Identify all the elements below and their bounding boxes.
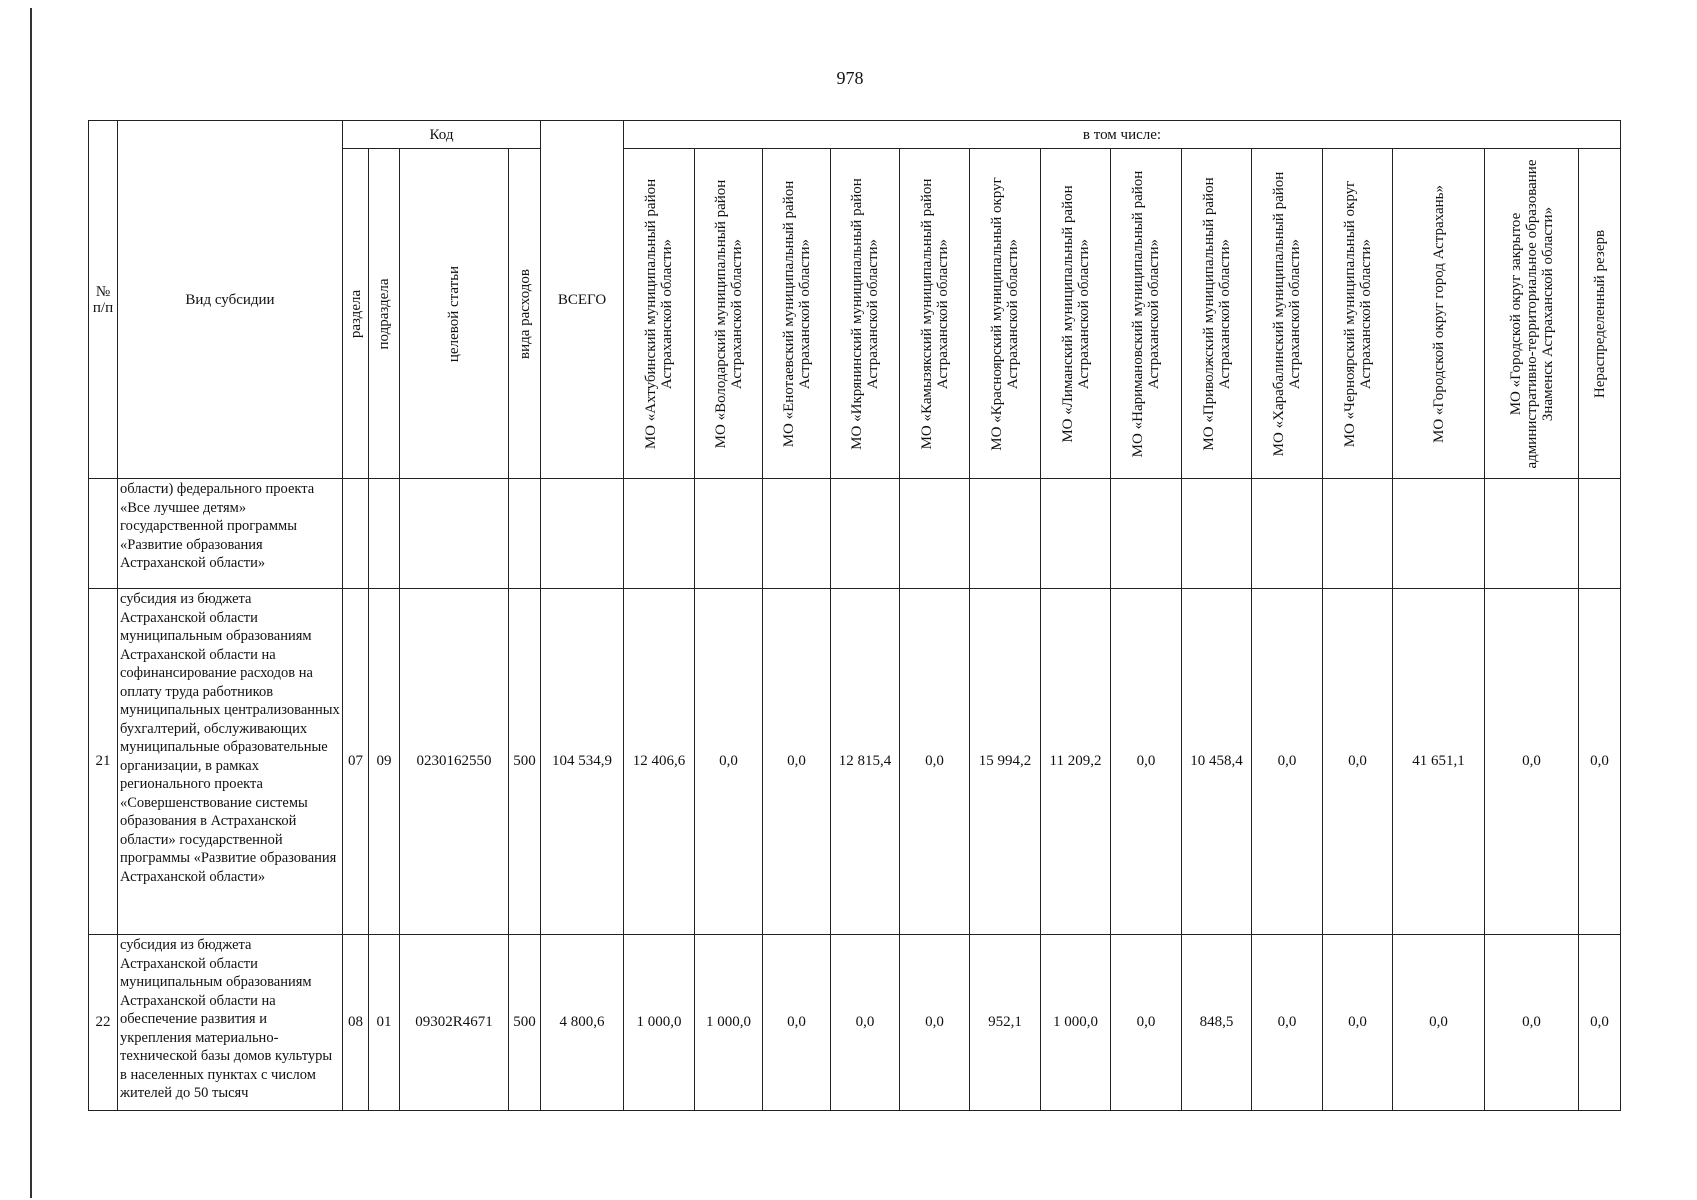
row-value: 1 000,0: [1053, 1014, 1098, 1030]
row-value: 0,0: [719, 753, 738, 769]
page-number: 978: [836, 68, 864, 88]
municipality-label: МО «Городской округ город Астрахань»: [1430, 184, 1447, 443]
row-value-cell: [1040, 478, 1111, 589]
row-value: 0,0: [1590, 1014, 1609, 1030]
row-value-cell: [1578, 934, 1621, 1111]
row-value-cell: [1251, 588, 1323, 935]
header-municipality: [1392, 148, 1485, 479]
municipality-label: МО «Харабалинский муниципальный район Астраханской области»: [1271, 171, 1303, 456]
header-municipality: [1322, 148, 1393, 479]
municipality-label: МО «Володарский муниципальный район Астраханской области»: [712, 179, 745, 448]
header-municipality: [1110, 148, 1182, 479]
row-value-cell: [694, 588, 763, 935]
row-exptype: [508, 934, 541, 1111]
row-value-cell: [1181, 478, 1252, 589]
row-value-cell: [1484, 588, 1579, 935]
row-target: [399, 478, 509, 589]
row-value-cell: [762, 588, 831, 935]
row-value-cell: [1110, 934, 1182, 1111]
row-value: 10 458,4: [1190, 753, 1243, 769]
header-section-label: раздела: [347, 289, 364, 338]
row-value-cell: [1392, 588, 1485, 935]
row-value-cell: [899, 934, 970, 1111]
row-value-cell: [694, 934, 763, 1111]
row-value: 0,0: [925, 1014, 944, 1030]
row-num-value: 21: [95, 753, 111, 769]
header-municipality: [623, 148, 695, 479]
row-value-cell: [762, 934, 831, 1111]
row-value-cell: [899, 588, 970, 935]
row-value-cell: [969, 588, 1041, 935]
municipality-label: МО «Приволжский муниципальный район Астраханской области»: [1200, 176, 1233, 451]
header-subsection-label: подраздела: [376, 278, 392, 349]
municipality-label: МО «Красноярский муниципальный округ Астраханской области»: [989, 176, 1021, 451]
row-value: 952,1: [988, 1014, 1022, 1030]
row-subsection: [368, 588, 400, 935]
header-municipality: [1040, 148, 1111, 479]
row-total: [540, 934, 624, 1111]
row-target-value: 0230162550: [416, 753, 492, 769]
row-value: 0,0: [1136, 1014, 1156, 1030]
row-value: 0,0: [1277, 1014, 1297, 1030]
header-municipality: [1181, 148, 1252, 479]
row-section-value: 08: [348, 1014, 363, 1030]
row-total: [540, 588, 624, 935]
header-exptype-label: вида расходов: [516, 268, 533, 359]
row-target: [399, 588, 509, 935]
header-num-label: № п/п: [92, 283, 114, 316]
row-value-cell: [830, 588, 900, 935]
row-subsection-value: 09: [376, 753, 392, 769]
row-description: [117, 934, 343, 1111]
municipality-label: МО «Ахтубинский муниципальный район Астраханской области»: [643, 178, 675, 449]
row-description-text: области) федерального проекта «Все лучшее детям» государственной программы «Развитие образования Астраханской области»: [120, 481, 315, 571]
municipality-label: МО «Наримановский муниципальный район Астраханской области»: [1130, 170, 1162, 457]
row-value-cell: [830, 934, 900, 1111]
row-value-cell: [1392, 478, 1485, 589]
header-including-label: в том числе:: [1082, 126, 1162, 143]
row-value-cell: [1040, 588, 1111, 935]
header-municipality: [694, 148, 763, 479]
row-subsection: [368, 934, 400, 1111]
header-municipality: [830, 148, 900, 479]
municipality-label: Нераспределенный резерв: [1591, 229, 1608, 398]
row-value-cell: [1322, 588, 1393, 935]
row-value-cell: [1181, 588, 1252, 935]
row-section-value: 07: [348, 753, 363, 769]
header-section: [342, 148, 369, 479]
header-code: [342, 120, 541, 149]
row-value: 0,0: [1429, 1014, 1448, 1030]
row-value: 15 994,2: [978, 753, 1032, 769]
row-value-cell: [762, 478, 831, 589]
row-value-cell: [969, 478, 1041, 589]
row-value: 1 000,0: [706, 1014, 751, 1030]
header-num: [88, 120, 118, 479]
row-value-cell: [1251, 934, 1323, 1111]
row-num: [88, 588, 118, 935]
row-value-cell: [1392, 934, 1485, 1111]
municipality-label: МО «Енотаевский муниципальный район Астраханской области»: [780, 180, 813, 447]
row-value: 1 000,0: [636, 1014, 682, 1030]
row-value-cell: [1040, 934, 1111, 1111]
row-section: [342, 934, 369, 1111]
header-municipality: [969, 148, 1041, 479]
row-value: 0,0: [925, 753, 944, 769]
header-total: [540, 120, 624, 479]
header-type: [117, 120, 343, 479]
row-value: 12 815,4: [838, 753, 892, 769]
row-value: 0,0: [1590, 753, 1609, 769]
header-municipality: [1578, 148, 1621, 479]
row-value-cell: [1110, 588, 1182, 935]
header-code-label: Код: [429, 126, 454, 143]
header-municipality: [899, 148, 970, 479]
row-num-value: 22: [95, 1014, 111, 1030]
row-subsection: [368, 478, 400, 589]
row-value-cell: [1251, 478, 1323, 589]
row-value-cell: [1578, 478, 1621, 589]
row-value-cell: [899, 478, 970, 589]
row-description-text: субсидия из бюджета Астраханской области муниципальным образованиям Астраханской области на софинансирование расходов на оплату труда работников муниципальных централизованных бухгалтерий, обслуживающих муниципальные образовательные организации, в рамках регионального проекта «Совершенствование системы образования в Астраханской области» государственной программы «Развитие образования Астраханской области»: [120, 591, 340, 885]
binding-line: [30, 8, 32, 1198]
row-value-cell: [1181, 934, 1252, 1111]
row-value-cell: [1110, 478, 1182, 589]
row-value: 848,5: [1199, 1014, 1234, 1030]
row-section: [342, 478, 369, 589]
row-value-cell: [969, 934, 1041, 1111]
header-exptype: [508, 148, 541, 479]
row-subsection-value: 01: [376, 1014, 392, 1030]
row-value: 0,0: [1522, 753, 1541, 769]
row-value: 0,0: [1277, 753, 1297, 769]
row-target: [399, 934, 509, 1111]
row-total: [540, 478, 624, 589]
municipality-label: МО «Икрянинский муниципальный район Астраханской области»: [849, 177, 881, 450]
row-value-cell: [694, 478, 763, 589]
row-value: 41 651,1: [1412, 753, 1465, 769]
header-total-label: ВСЕГО: [557, 291, 607, 308]
row-value-cell: [830, 478, 900, 589]
municipality-label: МО «Городской округ закрытое административно-территориальное образование Знаменск Астраханской области»: [1507, 159, 1556, 468]
row-value: 0,0: [787, 753, 806, 769]
row-exptype-value: 500: [513, 1014, 536, 1030]
row-value-cell: [623, 478, 695, 589]
row-value: 12 406,6: [632, 753, 686, 769]
row-value-cell: [623, 934, 695, 1111]
row-value: 0,0: [1136, 753, 1156, 769]
row-description: [117, 588, 343, 935]
row-description: [117, 478, 343, 589]
row-target-value: 09302R4671: [415, 1014, 493, 1030]
municipality-label: МО «Черноярский муниципальный округ Астраханской области»: [1341, 180, 1374, 447]
row-value: 0,0: [1348, 753, 1367, 769]
header-municipality: [1484, 148, 1579, 479]
row-exptype-value: 500: [513, 753, 536, 769]
row-value: 0,0: [1348, 1014, 1367, 1030]
row-num: [88, 478, 118, 589]
row-value-cell: [1484, 478, 1579, 589]
header-subsection: [368, 148, 400, 479]
row-value-cell: [1484, 934, 1579, 1111]
row-value-cell: [1322, 478, 1393, 589]
row-value: 0,0: [855, 1014, 875, 1030]
header-municipality: [1251, 148, 1323, 479]
row-value: 0,0: [1522, 1014, 1541, 1030]
row-value-cell: [623, 588, 695, 935]
row-exptype: [508, 478, 541, 589]
row-description-text: субсидия из бюджета Астраханской области муниципальным образованиям Астраханской области на обеспечение развития и укрепления материально-технической базы домов культуры в населенных пунктах с числом жителей до 50 тысяч: [120, 937, 333, 1101]
header-including: [623, 120, 1621, 149]
municipality-label: МО «Лиманский муниципальный район Астраханской области»: [1059, 184, 1092, 443]
row-total-value: 4 800,6: [559, 1014, 605, 1030]
municipality-label: МО «Камызякский муниципальный район Астраханской области»: [918, 178, 951, 449]
header-municipality: [762, 148, 831, 479]
row-exptype: [508, 588, 541, 935]
row-section: [342, 588, 369, 935]
row-value-cell: [1578, 588, 1621, 935]
header-type-label: Вид субсидии: [185, 291, 275, 308]
row-num: [88, 934, 118, 1111]
row-value: 11 209,2: [1049, 753, 1102, 769]
row-value-cell: [1322, 934, 1393, 1111]
header-target: [399, 148, 509, 479]
row-total-value: 104 534,9: [552, 753, 612, 769]
header-target-label: целевой статьи: [446, 265, 462, 362]
row-value: 0,0: [787, 1014, 806, 1030]
